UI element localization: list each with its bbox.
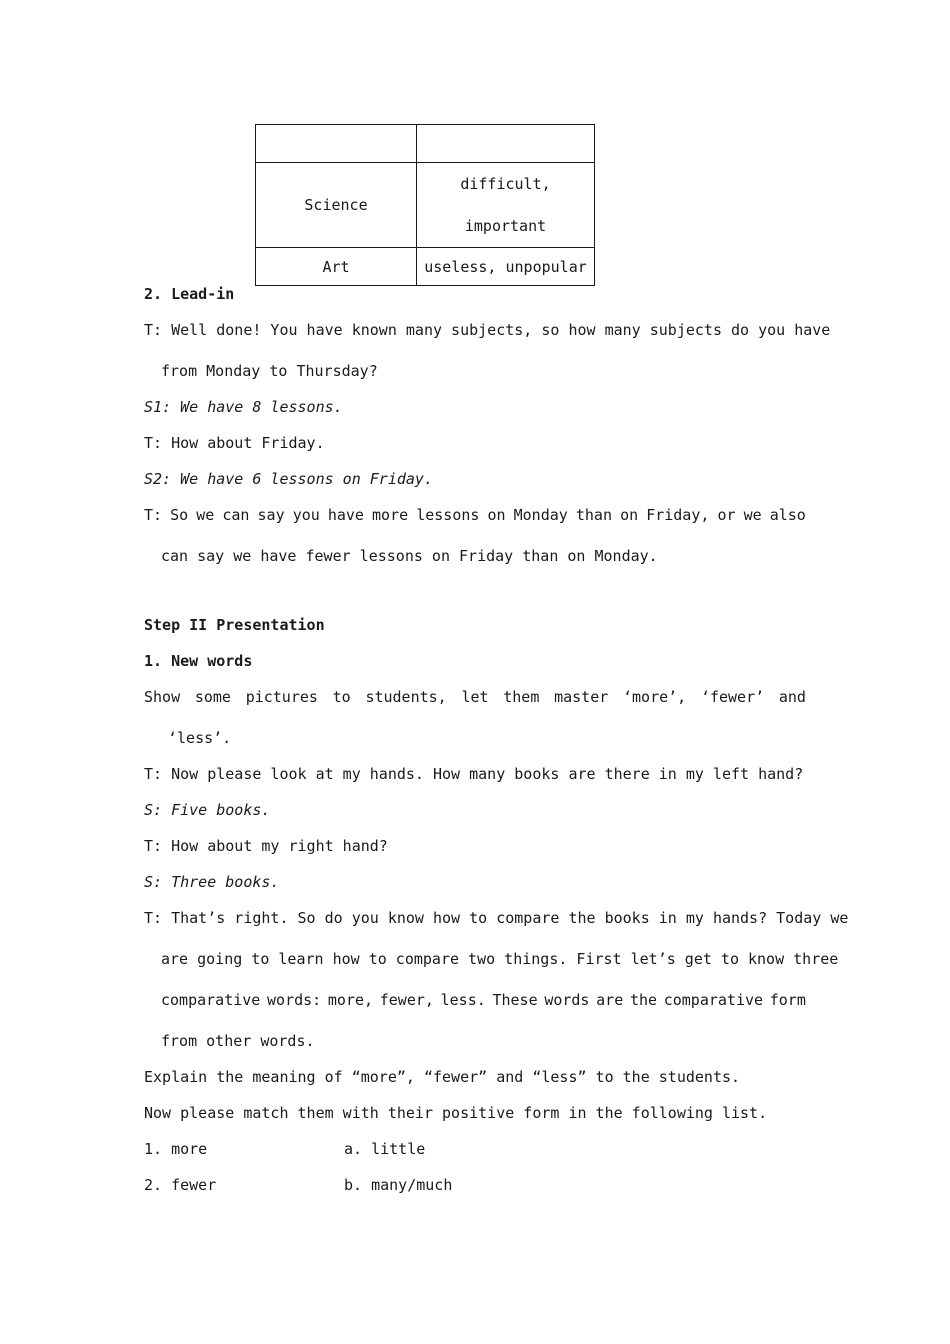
word: are (596, 991, 624, 1009)
teacher-line: T: That’s right. So do you know how to compare the books in my hands? Today we (144, 909, 849, 927)
word: more (372, 506, 409, 524)
student-line: S: Five books. (144, 801, 271, 819)
word: comparative (161, 991, 261, 1009)
word: These (492, 991, 538, 1009)
word: some (194, 688, 231, 706)
word: words (544, 991, 590, 1009)
teacher-line-continued: from Monday to Thursday? (161, 362, 378, 380)
word: comparative (663, 991, 764, 1009)
teacher-line-continued: from other words. (161, 1032, 315, 1050)
word: ‘fewer’ (700, 688, 765, 706)
word: than (575, 506, 612, 524)
word: less. (440, 991, 486, 1009)
teacher-line: T: Now please look at my hands. How many books are there in my left hand? (144, 765, 804, 783)
word: master (554, 688, 609, 706)
table-cell-subject: Art (256, 248, 417, 286)
word: words: (267, 991, 322, 1009)
table-cell-subject (256, 125, 417, 163)
word: we (743, 506, 762, 524)
teacher-line-continued: can say we have fewer lessons on Friday than on Monday. (161, 547, 658, 565)
match-list-right: a. little (344, 1140, 426, 1158)
table-cell-subject: Science (256, 163, 417, 248)
word: let (461, 688, 489, 706)
section-heading-presentation: Step II Presentation (144, 616, 325, 634)
word: Monday (513, 506, 568, 524)
student-line: S1: We have 8 lessons. (144, 398, 343, 416)
student-line: S2: We have 6 lessons on Friday. (144, 470, 433, 488)
word: on (620, 506, 639, 524)
instruction-line-justified (144, 688, 806, 706)
word: have (327, 506, 364, 524)
subjects-table (255, 124, 595, 286)
word: and (778, 688, 806, 706)
table-cell-description (417, 125, 595, 163)
word: to (332, 688, 351, 706)
word: fewer, (379, 991, 434, 1009)
instruction-line-continued: ‘less’. (168, 729, 232, 747)
word: also (769, 506, 806, 524)
match-list-right: b. many/much (344, 1176, 453, 1194)
word: the (629, 991, 658, 1009)
word: So (170, 506, 189, 524)
word: Show (144, 688, 181, 706)
word: T: (144, 506, 163, 524)
word: say (257, 506, 285, 524)
teacher-line: T: How about Friday. (144, 434, 325, 452)
word: on (487, 506, 506, 524)
word: lessons (416, 506, 480, 524)
table-cell-line: difficult, (460, 175, 551, 193)
word: pictures (245, 688, 318, 706)
word: ‘more’, (623, 688, 687, 706)
subsection-heading-new-words: 1. New words (144, 652, 253, 670)
teacher-line-continued: are going to learn how to compare two things. First let’s get to know three (161, 950, 839, 968)
table-cell-description (417, 163, 595, 248)
instruction-line: Explain the meaning of “more”, “fewer” and “less” to the students. (144, 1068, 741, 1086)
word: form (769, 991, 806, 1009)
teacher-line-justified (161, 991, 806, 1009)
teacher-line: T: Well done! You have known many subjects, so how many subjects do you have (144, 321, 831, 339)
section-heading-leadin: 2. Lead-in (144, 285, 235, 303)
match-list-left: 1. more (144, 1140, 208, 1158)
match-list-left: 2. fewer (144, 1176, 217, 1194)
word: Friday, (646, 506, 710, 524)
word: students, (365, 688, 447, 706)
word: them (503, 688, 540, 706)
teacher-line-justified (144, 506, 806, 524)
student-line: S: Three books. (144, 873, 280, 891)
word: more, (327, 991, 374, 1009)
word: or (717, 506, 736, 524)
word: can (222, 506, 250, 524)
instruction-line: Now please match them with their positive form in the following list. (144, 1104, 768, 1122)
table-cell-line: important (464, 217, 547, 235)
word: you (292, 506, 320, 524)
teacher-line: T: How about my right hand? (144, 837, 388, 855)
word: we (196, 506, 215, 524)
table-cell-description: useless, unpopular (417, 248, 595, 286)
